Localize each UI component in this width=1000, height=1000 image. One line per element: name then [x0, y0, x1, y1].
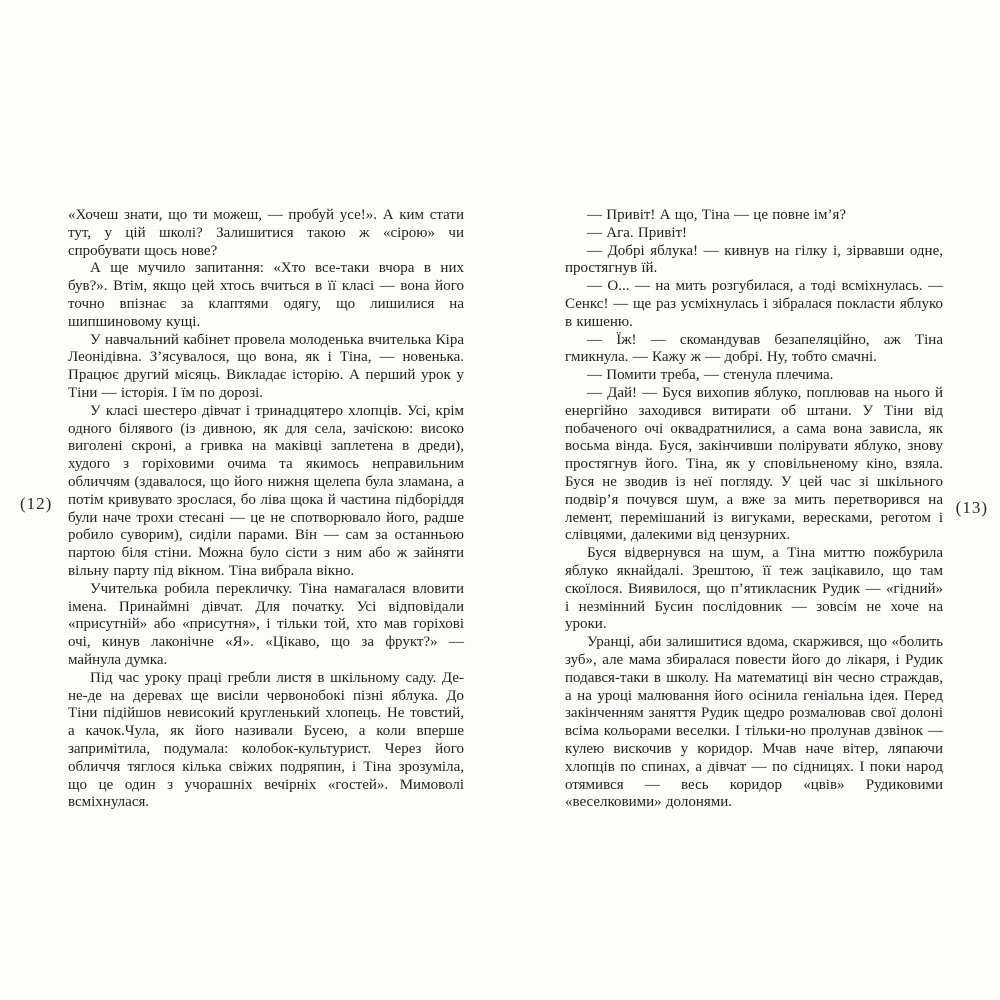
page-number-left: (12): [20, 494, 53, 513]
paragraph: У навчальний кабінет провела молоденька вчителька Кіра Леонідівна. З’ясувалося, що вона, як і Тіна, — новенька. Працює другий місяць. Викладає історію. А перший урок у Тіни — історія. І їм по дорозі.: [68, 331, 464, 401]
paragraph: — Привіт! А що, Тіна — це повне ім’я?: [587, 207, 846, 223]
paragraph: Під час уроку праці гребли листя в шкільному саду. Де-не-де на деревах ще висіли червонобокі пізні яблука. До Тіни підійшов невисокий кругленький хлопець. Не товстий, а качок.Чула, як його називали Бусею, а коли вперше запримітила, подумала: колобок-культурист. Через його обличчя тяглося кілька свіжих подряпин, і Тіна зрозуміла, що це один з учорашніх вечірніх «гостей». Мимоволі всміхнулася.: [68, 669, 464, 811]
paragraph: А ще мучило запитання: «Хто все-таки вчора в них був?». Втім, якщо цей хтось вчиться в її класі — вона його точно впізнає за клаптями одягу, що лишилися на шипшиновому кущі.: [68, 260, 464, 330]
paragraph: — Ага. Привіт!: [587, 224, 688, 241]
page-right-text: [565, 207, 943, 812]
paragraph: Буся відвернувся на шум, а Тіна миттю пожбурила яблуко якнайдалі. Зрештою, її теж зацікавило, що там скоїлося. Виявилося, що п’ятикласник Рудик — «гідний» і незмінний Бусин послідовник — зовсім не хоче на уроки.: [565, 545, 943, 633]
paragraph: У класі шестеро дівчат і тринадцятеро хлопців. Усі, крім одного білявого (із дивною, як для села, зачіскою: високо виголені скроні, а гривка на маківці заплетена в дреди), худого з горіховими очима та якимось неправильним обличчям (здавалося, що його нижня щелепа була зламана, а потім кривувато зрослася, бо ліва щока й частина підборіддя були наче трохи стесані — це не спотворювало його, радше робило суворим), сиділи парами. Він — сам за останньою партою біля стіни. Можна було сісти з ним або ж зайняти вільну парту під вікном. Тіна вибрала вікно.: [68, 402, 464, 579]
paragraph: «Хочеш знати, що ти можеш, — пробуй усе!». А ким стати тут, у цій школі? Залишитися такою ж «сірою» чи спробувати щось нове?: [68, 207, 464, 259]
paragraph: — О... — на мить розгубилася, а тоді всміхнулась. — Сенкс! — ще раз усміхнулась і зібралася покласти яблуко в кишеню.: [565, 278, 943, 330]
paragraph: — Добрі яблука! — кивнув на гілку і, зірвавши одне, простягнув їй.: [565, 242, 943, 277]
page-left-text: [68, 207, 464, 812]
paragraph: Уранці, аби залишитися вдома, скаржився, що «болить зуб», але мама збиралася повести його до лікаря, і Рудик подався-таки в школу. На математиці він чесно страждав, а на уроці малювання його осінила геніальна ідея. Перед закінченням заняття Рудик щедро розмалював свої долоні всіма кольорами веселки. І тільки-но пролунав дзвінок — кулею вискочив у коридор. Мчав наче вітер, ляпаючи хлопців по спинах, а дівчат — по сідницях. І поки народ отямився — весь коридор «цвів» Рудиковими «веселковими» долонями.: [565, 634, 943, 811]
paragraph: Учителька робила перекличку. Тіна намагалася вловити імена. Принаймні дівчат. Для початку. Усі відповідали «присутній» або «присутня», і тільки той, хто мав горіхові очі, кинув лаконічне «Я». «Цікаво, що за фрукт?» — майнула думка.: [68, 580, 464, 668]
paragraph: — Дай! — Буся вихопив яблуко, поплював на нього й енергійно заходився витирати об штани. У Тіни від побаченого очі оквадратнилися, а сама вона зависла, як восьма вінда. Буся, закінчивши полірувати яблуко, знову простягнув його. Тіна, як у сповільненому кіно, взяла. Буся не зводив із неї погляду. У цей час зі шкільного подвір’я почувся шум, а вже за мить перетворився на лемент, перемішаний із вигуками, вересками, реготом і слівцями, далекими від цензурних.: [565, 384, 943, 544]
paragraph: — Їж! — скомандував безапеляційно, аж Тіна гмикнула. — Кажу ж — добрі. Ну, тобто смачні.: [565, 331, 943, 366]
paragraph: — Помити треба, — стенула плечима.: [587, 367, 834, 384]
page-number-right: (13): [955, 498, 988, 517]
